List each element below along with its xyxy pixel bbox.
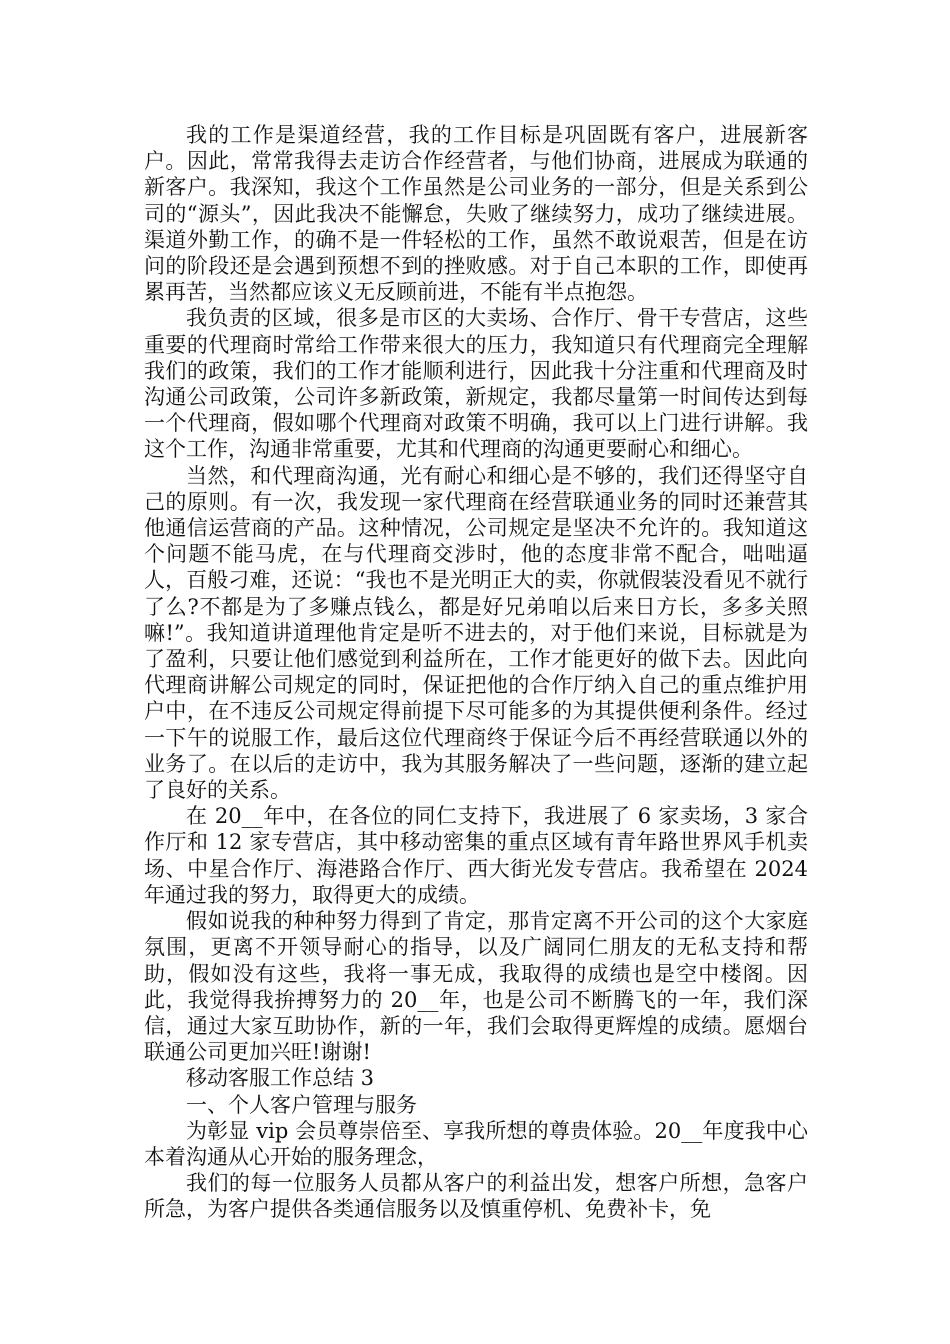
- paragraph-customer-interest: 我们的每一位服务人员都从客户的利益出发，想客户所想，急客户所急，为客户提供各类通信服务以及慎重停机、免费补卡，免: [144, 1171, 808, 1222]
- paragraph-vip-service: 为彰显 vip 会员尊崇倍至、享我所想的尊贵体验。20__年度我中心本着沟通从心开始的服务理念，: [144, 1118, 808, 1169]
- paragraph-achievements: 在 20__年中，在各位的同仁支持下，我进展了 6 家卖场，3 家合作厅和 12 家专营店，其中移动密集的重点区域有青年路世界风手机卖场、中星合作厅、海港路合作厅、西大街光发专营店。我希望在 2024 年通过我的努力，取得更大的成绩。: [144, 804, 808, 907]
- section-subtitle: 一、个人客户管理与服务: [186, 1092, 417, 1117]
- paragraph-channel-work: 我的工作是渠道经营，我的工作目标是巩固既有客户，进展新客户。因此，常常我得去走访合作经营者，与他们协商，进展成为联通的新客户。我深知，我这个工作虽然是公司业务的一部分，但是关系到公司的“源头”，因此我决不能懈怠，失败了继续努力，成功了继续进展。渠道外勤工作，的确不是一件轻松的工作，虽然不敢说艰苦，但是在访问的阶段还是会遇到预想不到的挫败感。对于自己本职的工作，即使再累再苦，当然都应该义无反顾前进，不能有半点抱怨。: [144, 123, 808, 305]
- section-title: 移动客服工作总结 3: [186, 1066, 375, 1091]
- paragraph-thanks: 假如说我的种种努力得到了肯定，那肯定离不开公司的这个大家庭氛围，更离不开领导耐心的指导，以及广阔同仁朋友的无私支持和帮助，假如没有这些，我将一事无成，我取得的成绩也是空中楼阁。因此，我觉得我拚搏努力的 20__年，也是公司不断腾飞的一年，我们深信，通过大家互助协作，新的一年，我们会取得更辉煌的成绩。愿烟台联通公司更加兴旺!谢谢!: [144, 909, 808, 1065]
- paragraph-agent-communication: 当然，和代理商沟通，光有耐心和细心是不够的，我们还得坚守自己的原则。有一次，我发现一家代理商在经营联通业务的同时还兼营其他通信运营商的产品。这种情况，公司规定是坚决不允许的。我知道这个问题不能马虎，在与代理商交涉时，他的态度非常不配合，咄咄逼人，百般刁难，还说：“我也不是光明正大的卖，你就假装没看见不就行了么?不都是为了多赚点钱么，都是好兄弟咱以后来日方长，多多关照嘛!”。我知道讲道理他肯定是听不进去的，对于他们来说，目标就是为了盈利，只要让他们感觉到利益所在，工作才能更好的做下去。因此向代理商讲解公司规定的同时，保证把他的合作厅纳入自己的重点维护用户中，在不违反公司规定得前提下尽可能多的为其提供便利条件。经过一下午的说服工作，最后这位代理商终于保证今后不再经营联通以外的业务了。在以后的走访中，我为其服务解决了一些问题，逐渐的建立起了良好的关系。: [144, 463, 808, 803]
- paragraph-region-responsibility: 我负责的区域，很多是市区的大卖场、合作厅、骨干专营店，这些重要的代理商时常给工作带来很大的压力，我知道只有代理商完全理解我们的政策，我们的工作才能顺利进行，因此我十分注重和代理商及时沟通公司政策，公司许多新政策，新规定，我都尽量第一时间传达到每一个代理商，假如哪个代理商对政策不明确，我可以上门进行讲解。我这个工作，沟通非常重要，尤其和代理商的沟通更要耐心和细心。: [144, 306, 808, 462]
- document-page: [144, 122, 808, 1223]
